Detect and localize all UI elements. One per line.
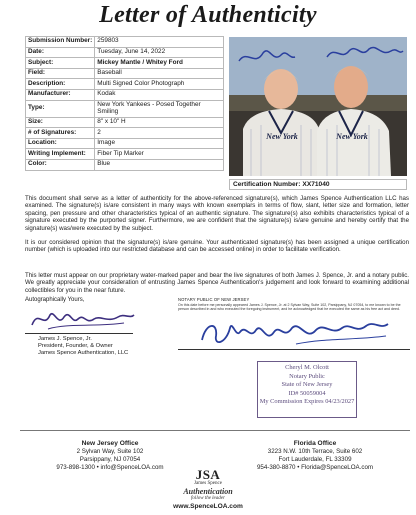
detail-label: Manufacturer: xyxy=(26,89,95,100)
office-city-line: Fort Lauderdale, FL 33309 xyxy=(278,455,352,463)
detail-label: Submission Number: xyxy=(26,37,95,48)
jsa-mark: JSA xyxy=(195,467,221,482)
authenticity-statement: This document shall serve as a letter of authenticity for the above-referenced signature(s), which James Spence Authentication LLC has examined. The signature(s) is/are consistent in many ways with known exemplars in terms of flow, slant, letter size and formation, letter spacing, pen pressure and other characteristics typical of an authentic signature. The signature(s) also exhibits characteristics typical of a signature executed by the purported signer. Furthermore, we are confident that the signature(s) is/are genuine and hereby certify that the signature(s) was/were executed by the subject. xyxy=(25,195,409,232)
signer-company: James Spence Authentication, LLC xyxy=(38,350,129,356)
detail-label: Writing Implement: xyxy=(26,149,95,160)
certification-label: Certification Number: xyxy=(233,181,301,188)
certification-number-row xyxy=(229,179,407,190)
photo-illustration xyxy=(229,37,407,176)
detail-label: Size: xyxy=(26,117,95,128)
signature-line xyxy=(25,333,133,334)
detail-value: Image xyxy=(95,138,224,149)
office-contact-line: 954-380-8870 • Florida@SpenceLOA.com xyxy=(256,463,374,471)
detail-value: Blue xyxy=(95,159,224,170)
detail-row-writing-implement xyxy=(26,149,224,160)
detail-row-submission xyxy=(26,37,224,48)
detail-label: Location: xyxy=(26,138,95,149)
detail-value: Kodak xyxy=(95,89,224,100)
detail-value: 2 xyxy=(95,128,224,139)
detail-label: Subject: xyxy=(26,58,95,69)
detail-value: Baseball xyxy=(95,68,224,79)
closing-salutation: Autographically Yours, xyxy=(25,297,85,303)
notary-name: Cheryl M. Olcott xyxy=(285,364,329,371)
document-title: Letter of Authenticity xyxy=(99,2,317,28)
detail-row-date xyxy=(26,47,224,58)
notary-title: Notary Public xyxy=(289,372,325,380)
office-heading: New Jersey Office xyxy=(81,440,139,447)
notary-statement: On this date before me personally appeared James J. Spence, Jr. at 2 Sylvan Way, Suite 102, Parsippany, NJ 07054, to me known to be the person described in and who executed the foregoing instrument, and he acknowledged that he executed the same as his free act and deed. xyxy=(178,303,401,312)
detail-row-location xyxy=(26,138,224,149)
office-address-line: 3223 N.W. 10th Terrace, Suite 602 xyxy=(267,447,363,455)
signer-block xyxy=(38,336,128,357)
website-url: www.SpenceLOA.com xyxy=(173,503,243,510)
detail-value: Tuesday, June 14, 2022 xyxy=(95,47,224,58)
detail-value: Mickey Mantle / Whitey Ford xyxy=(95,58,224,69)
detail-row-size xyxy=(26,117,224,128)
jsa-tagline: follow the leader xyxy=(191,496,225,501)
signer-title: President, Founder, & Owner xyxy=(38,343,113,349)
office-address-line: 2 Sylvan Way, Suite 102 xyxy=(76,447,144,455)
detail-row-description xyxy=(26,79,224,90)
detail-row-color xyxy=(26,159,224,170)
detail-row-field xyxy=(26,68,224,79)
detail-label: # of Signatures: xyxy=(26,128,95,139)
detail-row-manufacturer xyxy=(26,89,224,100)
signed-photograph xyxy=(229,37,407,176)
item-details-table xyxy=(25,36,224,171)
footer-divider xyxy=(20,430,410,431)
notary-expiry: My Commission Expires 04/23/2027 xyxy=(259,398,355,406)
new-jersey-office xyxy=(40,440,180,472)
jsa-authentication-word: Authentication xyxy=(183,487,233,496)
notary-heading: NOTARY PUBLIC OF NEW JERSEY xyxy=(178,297,250,302)
detail-value: 8" x 10" H xyxy=(95,117,224,128)
signer-name: James J. Spence, Jr. xyxy=(38,336,92,342)
jersey-text-right: New York xyxy=(336,132,368,141)
detail-value: Fiber Tip Marker xyxy=(95,149,224,160)
jersey-text-left: New York xyxy=(266,132,298,141)
watermark-statement: This letter must appear on our proprietary water-marked paper and bear the live signatures of both James J. Spence, Jr. and a notary public. We greatly appreciate your consideration of entrusting James Spence Authentication's judgement and look forward to examining additional collectibles for you in the near future. xyxy=(25,272,409,294)
florida-office xyxy=(245,440,385,472)
notary-signature-line xyxy=(178,349,410,350)
office-city-line: Parsippany, NJ 07054 xyxy=(79,455,141,463)
detail-row-subject xyxy=(26,58,224,69)
detail-label: Type: xyxy=(26,100,95,117)
jsa-company-name: James Spence xyxy=(194,481,222,486)
detail-row-type xyxy=(26,100,224,117)
detail-label: Color: xyxy=(26,159,95,170)
opinion-statement: It is our considered opinion that the signature(s) is/are genuine. Your authenticated signature(s) has been assigned a unique certification number (which is uploaded into our restricted database and can be accessed online) in order to facilitate verification. xyxy=(25,239,409,254)
james-spence-signature xyxy=(28,305,138,333)
notary-id: ID# 50059004 xyxy=(288,389,326,397)
notary-state: State of New Jersey xyxy=(281,381,333,389)
office-contact-line: 973-898-1300 • info@SpenceLOA.com xyxy=(56,463,164,471)
notary-seal xyxy=(257,361,357,418)
notary-signature xyxy=(196,314,396,350)
certification-number: XX71040 xyxy=(302,181,330,188)
detail-row-signature-count xyxy=(26,128,224,139)
detail-label: Description: xyxy=(26,79,95,90)
detail-value: 259803 xyxy=(95,37,224,48)
detail-value: Multi Signed Color Photograph xyxy=(95,79,224,90)
detail-label: Field: xyxy=(26,68,95,79)
office-heading: Florida Office xyxy=(293,440,337,447)
detail-value: New York Yankees - Posed Together Smiling xyxy=(95,100,224,117)
detail-label: Date: xyxy=(26,47,95,58)
